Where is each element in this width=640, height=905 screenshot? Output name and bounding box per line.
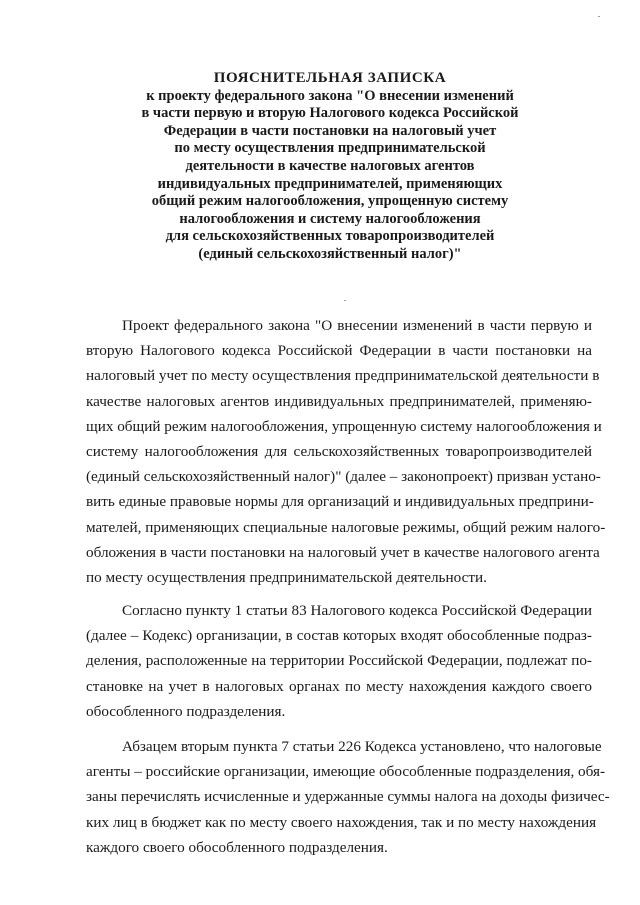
paragraph-line: деления, расположенные на территории Российской Федерации, подлежат по- <box>86 652 592 670</box>
document-title: ПОЯСНИТЕЛЬНАЯ ЗАПИСКА <box>213 70 447 86</box>
paragraph-line: (далее – Кодекс) организации, в состав которых входят обособленные подраз- <box>86 627 592 645</box>
scan-speck <box>344 300 346 301</box>
subtitle-line: по месту осуществления предпринимательской <box>174 140 486 157</box>
paragraph-line: заны перечислять исчисленные и удержанные суммы налога на доходы физичес- <box>86 788 610 806</box>
paragraph-line: мателей, применяющих специальные налоговые режимы, общий режим налого- <box>86 518 606 536</box>
paragraph-line: обособленного подразделения. <box>86 702 286 720</box>
subtitle-line: для сельскохозяйственных товаропроизводителей <box>165 228 495 245</box>
subtitle-line: к проекту федерального закона "О внесении изменений <box>146 87 514 104</box>
subtitle-line: в части первую и вторую Налогового кодекса Российской <box>141 105 519 122</box>
paragraph-line: Согласно пункту 1 статьи 83 Налогового кодекса Российской Федерации <box>122 602 592 620</box>
document-body <box>86 313 610 860</box>
paragraph-line: обложения в части постановки на налоговый учет в качестве налогового агента <box>86 543 600 561</box>
paragraph-line: вторую Налогового кодекса Российской Федерации в части постановки на <box>86 342 592 360</box>
paragraph-line: налоговый учет по месту осуществления предпринимательской деятельности в <box>86 367 600 385</box>
subtitle-line: налогообложения и систему налогообложения <box>179 210 481 227</box>
subtitle-line: Федерации в части постановки на налоговый учет <box>163 122 497 139</box>
scan-speck <box>598 16 600 17</box>
subtitle-line: общий режим налогообложения, упрощенную систему <box>151 193 509 210</box>
body-paragraph <box>86 598 592 724</box>
paragraph-line: щих общий режим налогообложения, упрощенную систему налогообложения и <box>86 417 602 435</box>
paragraph-line: Абзацем вторым пункта 7 статьи 226 Кодекса установлено, что налоговые <box>122 738 602 755</box>
paragraph-spacer <box>86 590 592 598</box>
paragraph-spacer <box>86 724 592 734</box>
paragraph-line: каждого своего обособленного подразделения. <box>86 838 388 856</box>
body-paragraph <box>86 734 610 860</box>
subtitle-line: (единый сельскохозяйственный налог)" <box>198 245 462 262</box>
paragraph-line: Проект федерального закона "О внесении изменений в части первую и <box>122 317 592 334</box>
body-paragraph <box>86 313 606 590</box>
paragraph-line: ких лиц в бюджет как по месту своего нахождения, так и по месту нахождения <box>86 813 597 831</box>
paragraph-line: агенты – российские организации, имеющие обособленные подразделения, обя- <box>86 763 606 781</box>
title-block <box>90 70 570 264</box>
paragraph-line: систему налогообложения для сельскохозяйственных товаропроизводителей <box>86 442 592 460</box>
paragraph-line: качестве налоговых агентов индивидуальных предпринимателей, применяю- <box>86 392 592 410</box>
paragraph-line: по месту осуществления предпринимательской деятельности. <box>86 568 487 586</box>
subtitle-line: индивидуальных предпринимателей, применяющих <box>157 175 503 192</box>
paragraph-line: становке на учет в налоговых органах по месту нахождения каждого своего <box>86 677 592 695</box>
paragraph-line: вить единые правовые нормы для организаций и индивидуальных предприни- <box>86 493 594 511</box>
subtitle-line: деятельности в качестве налоговых агентов <box>185 157 475 174</box>
paragraph-line: (единый сельскохозяйственный налог)" (далее – законопроект) призван устано- <box>86 468 601 486</box>
